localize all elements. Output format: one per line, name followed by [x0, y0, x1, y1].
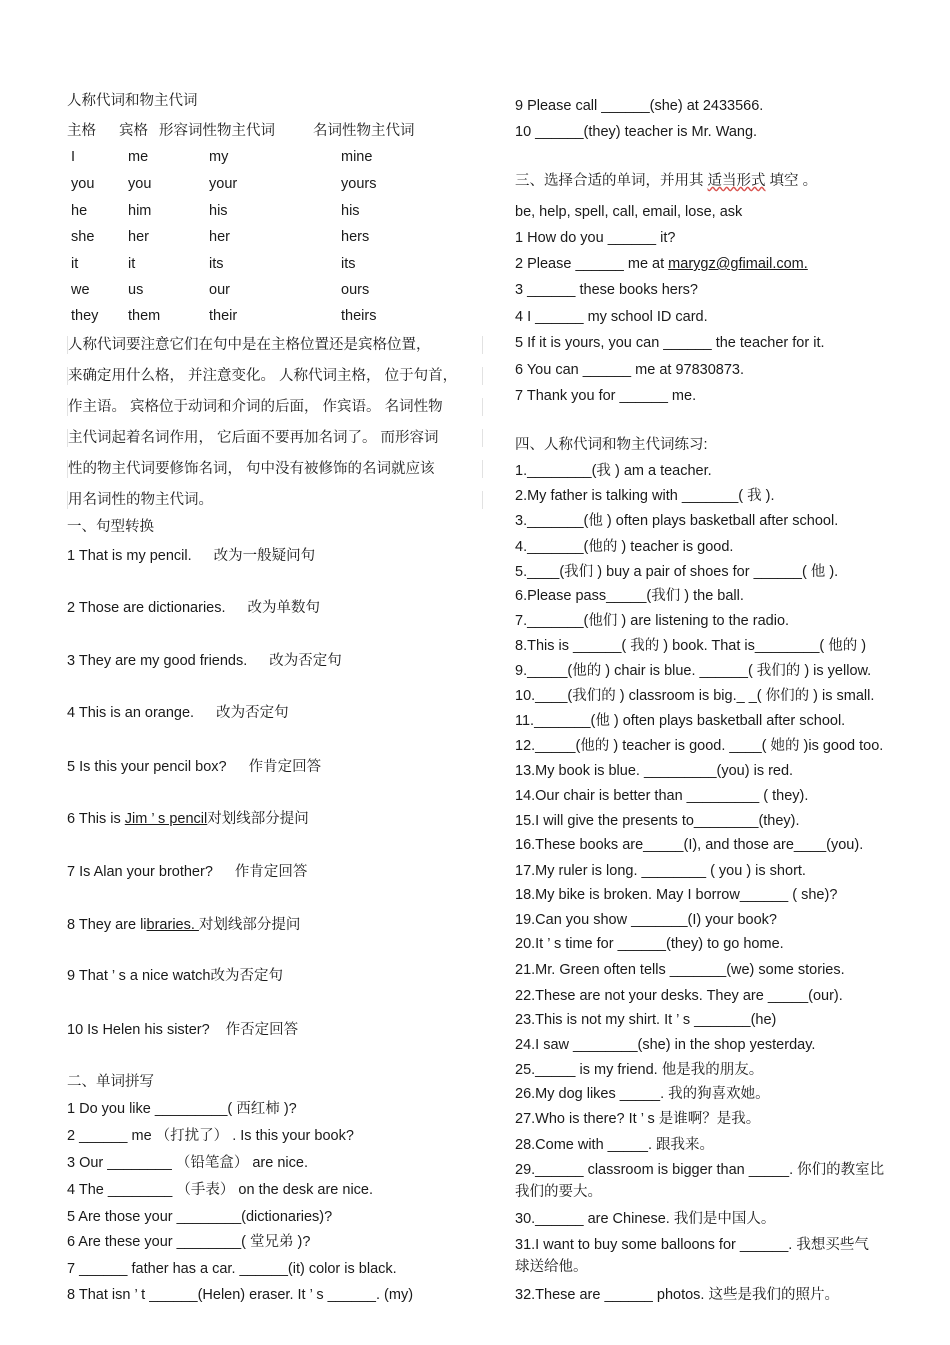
pronoun-item-15: 15.I will give the presents to________(they).	[515, 813, 800, 829]
header-noun-possessive: 名词性物主代词	[313, 123, 415, 139]
cell-subject: you	[71, 176, 95, 192]
transform-item-3: 3 They are my good friends. 改为否定句	[67, 653, 342, 669]
fill-item-1: 1 How do you ______ it?	[515, 230, 676, 246]
pronoun-item-12: 12._____(他的 ) teacher is good. ____( 她的 )is good too.	[515, 738, 884, 754]
section3-title: 三、选择合适的单词，并用其 适当形式 填空 。	[515, 173, 818, 189]
fill-item-6: 6 You can ______ me at 97830873.	[515, 362, 744, 378]
cell-adj-possessive: my	[209, 149, 229, 165]
transform-item-5: 5 Is this your pencil box? 作肯定回答	[67, 759, 322, 775]
spelling-item-5: 5 Are those your ________(dictionaries)?	[67, 1209, 333, 1225]
fill-item-3: 3 ______ these books hers?	[515, 282, 698, 298]
spelling-item-10: 10 ______(they) teacher is Mr. Wang.	[515, 124, 758, 140]
spelling-item-7: 7 ______ father has a car. ______(it) color is black.	[67, 1261, 397, 1277]
cell-subject: they	[71, 308, 99, 324]
pronoun-table-row	[67, 282, 487, 300]
pronoun-item-32: 32.These are ______ photos. 这些是我们的照片。	[515, 1287, 839, 1303]
cell-subject: she	[71, 229, 95, 245]
spelling-item-2: 2 ______ me （打扰了） . Is this your book?	[67, 1128, 354, 1144]
cell-object: them	[128, 308, 161, 324]
pronoun-item-28: 28.Come with _____. 跟我来。	[515, 1137, 715, 1153]
spelling-item-4: 4 The ________ （手表） on the desk are nice.	[67, 1182, 374, 1198]
explanation-line: 作主语。 宾格位于动词和介词的后面， 作宾语。 名词性物	[67, 398, 483, 416]
pronoun-table-row	[67, 308, 487, 326]
cell-object: me	[128, 149, 149, 165]
pronoun-item-9: 9._____(他的 ) chair is blue. ______( 我们的 ) is yellow.	[515, 663, 872, 679]
transform-item-8: 8 They are libraries. 对划线部分提问	[67, 917, 301, 933]
spelling-item-1: 1 Do you like _________( 西红柿 )?	[67, 1101, 297, 1117]
pronoun-item-6: 6.Please pass_____(我们 ) the ball.	[515, 588, 744, 604]
cell-object: us	[128, 282, 144, 298]
cell-noun-possessive: mine	[341, 149, 373, 165]
header-adj-possessive: 形容词性物主代词	[159, 123, 275, 139]
pronoun-item-7: 7._______(他们 ) are listening to the radio.	[515, 613, 790, 629]
pronoun-item-16: 16.These books are_____(I), and those are____(you).	[515, 837, 864, 853]
pronoun-item-24: 24.I saw ________(she) in the shop yesterday.	[515, 1037, 816, 1053]
pronoun-item-11: 11._______(他 ) often plays basketball after school.	[515, 713, 846, 729]
cell-adj-possessive: his	[209, 203, 228, 219]
pronoun-item-31-cont: 球送给他。	[515, 1259, 588, 1275]
cell-object: you	[128, 176, 152, 192]
pronoun-item-4: 4._______(他的 ) teacher is good.	[515, 539, 734, 555]
page-title: 人称代词和物主代词	[67, 93, 198, 109]
cell-noun-possessive: yours	[341, 176, 377, 192]
section2-title: 二、单词拼写	[67, 1074, 154, 1090]
transform-item-7: 7 Is Alan your brother? 作肯定回答	[67, 864, 308, 880]
spelling-item-8: 8 That isn ’ t ______(Helen) eraser. It ’ s ______. (my)	[67, 1287, 414, 1303]
transform-item-1: 1 That is my pencil. 改为一般疑问句	[67, 548, 316, 564]
fill-item-2: 2 Please ______ me at marygz@gfimail.com.	[515, 256, 808, 272]
cell-subject: he	[71, 203, 88, 219]
fill-item-5: 5 If it is yours, you can ______ the teacher for it.	[515, 335, 825, 351]
pronoun-item-2: 2.My father is talking with _______( 我 ).	[515, 488, 775, 504]
pronoun-table-header	[67, 119, 487, 137]
explanation-line: 来确定用什么格， 并注意变化。 人称代词主格， 位于句首，	[67, 367, 483, 385]
spelling-item-6: 6 Are these your ________( 堂兄弟 )?	[67, 1234, 311, 1250]
pronoun-table-row	[67, 229, 487, 247]
header-object: 宾格	[119, 123, 148, 139]
explanation-line: 主代词起着名词作用， 它后面不要再加名词了。 而形容词	[67, 429, 483, 447]
cell-noun-possessive: hers	[341, 229, 370, 245]
cell-noun-possessive: theirs	[341, 308, 377, 324]
pronoun-item-13: 13.My book is blue. _________(you) is red.	[515, 763, 794, 779]
fill-item-4: 4 I ______ my school ID card.	[515, 309, 708, 325]
spelling-item-3: 3 Our ________ （铅笔盒） are nice.	[67, 1155, 308, 1171]
cell-subject: it	[71, 256, 79, 272]
transform-item-4: 4 This is an orange. 改为否定句	[67, 705, 289, 721]
pronoun-item-27: 27.Who is there? It ’ s 是谁啊？是我。	[515, 1111, 761, 1127]
cell-object: it	[128, 256, 136, 272]
cell-adj-possessive: their	[209, 308, 238, 324]
pronoun-item-8: 8.This is ______( 我的 ) book. That is________( 他的 )	[515, 638, 867, 654]
pronoun-item-5: 5.____(我们 ) buy a pair of shoes for ______( 他 ).	[515, 564, 839, 580]
cell-adj-possessive: its	[209, 256, 224, 272]
pronoun-item-18: 18.My bike is broken. May I borrow______ ( she)?	[515, 887, 838, 903]
pronoun-item-25: 25._____ is my friend. 他是我的朋友。	[515, 1062, 764, 1078]
pronoun-item-3: 3._______(他 ) often plays basketball after school.	[515, 513, 839, 529]
cell-adj-possessive: your	[209, 176, 238, 192]
transform-item-6: 6 This is Jim ’ s pencil对划线部分提问	[67, 811, 309, 827]
pronoun-item-10: 10.____(我们的 ) classroom is big._ _( 你们的 ) is small.	[515, 688, 875, 704]
fill-item-7: 7 Thank you for ______ me.	[515, 388, 697, 404]
explanation-line: 人称代词要注意它们在句中是在主格位置还是宾格位置，	[67, 336, 483, 354]
explanation-line: 用名词性的物主代词。	[67, 491, 483, 509]
transform-item-9: 9 That ’ s a nice watch改为否定句	[67, 968, 283, 984]
transform-item-2: 2 Those are dictionaries. 改为单数句	[67, 600, 321, 616]
pronoun-table-row	[67, 256, 487, 274]
header-subject: 主格	[67, 123, 96, 139]
cell-noun-possessive: ours	[341, 282, 370, 298]
pronoun-table-row	[67, 176, 487, 194]
pronoun-item-29-cont: 我们的要大。	[515, 1184, 602, 1200]
pronoun-item-17: 17.My ruler is long. ________ ( you ) is short.	[515, 863, 806, 879]
pronoun-item-29: 29.______ classroom is bigger than _____. 你们的教室比	[515, 1162, 885, 1178]
pronoun-item-31: 31.I want to buy some balloons for ______. 我想买些气	[515, 1237, 869, 1253]
pronoun-item-23: 23.This is not my shirt. It ’ s _______(he)	[515, 1012, 777, 1028]
cell-noun-possessive: his	[341, 203, 360, 219]
spelling-item-9: 9 Please call ______(she) at 2433566.	[515, 98, 764, 114]
pronoun-item-14: 14.Our chair is better than _________ ( they).	[515, 788, 809, 804]
word-bank: be, help, spell, call, email, lose, ask	[515, 204, 743, 220]
cell-subject: I	[71, 149, 76, 165]
pronoun-item-1: 1.________(我 ) am a teacher.	[515, 463, 712, 479]
pronoun-table-row	[67, 149, 487, 167]
cell-subject: we	[71, 282, 90, 298]
pronoun-item-22: 22.These are not your desks. They are _____(our).	[515, 988, 843, 1004]
explanation-line: 性的物主代词要修饰名词， 句中没有被修饰的名词就应该	[67, 460, 483, 478]
pronoun-item-26: 26.My dog likes _____. 我的狗喜欢她。	[515, 1086, 770, 1102]
pronoun-item-20: 20.It ’ s time for ______(they) to go home.	[515, 936, 784, 952]
pronoun-item-30: 30.______ are Chinese. 我们是中国人。	[515, 1211, 776, 1227]
section1-title: 一、句型转换	[67, 519, 154, 535]
cell-object: him	[128, 203, 152, 219]
pronoun-item-19: 19.Can you show _______(I) your book?	[515, 912, 777, 928]
cell-object: her	[128, 229, 149, 245]
pronoun-item-21: 21.Mr. Green often tells _______(we) some stories.	[515, 962, 845, 978]
cell-adj-possessive: her	[209, 229, 230, 245]
cell-adj-possessive: our	[209, 282, 230, 298]
pronoun-table-row	[67, 203, 487, 221]
cell-noun-possessive: its	[341, 256, 356, 272]
section4-title: 四、人称代词和物主代词练习:	[515, 437, 708, 453]
transform-item-10: 10 Is Helen his sister? 作否定回答	[67, 1022, 299, 1038]
